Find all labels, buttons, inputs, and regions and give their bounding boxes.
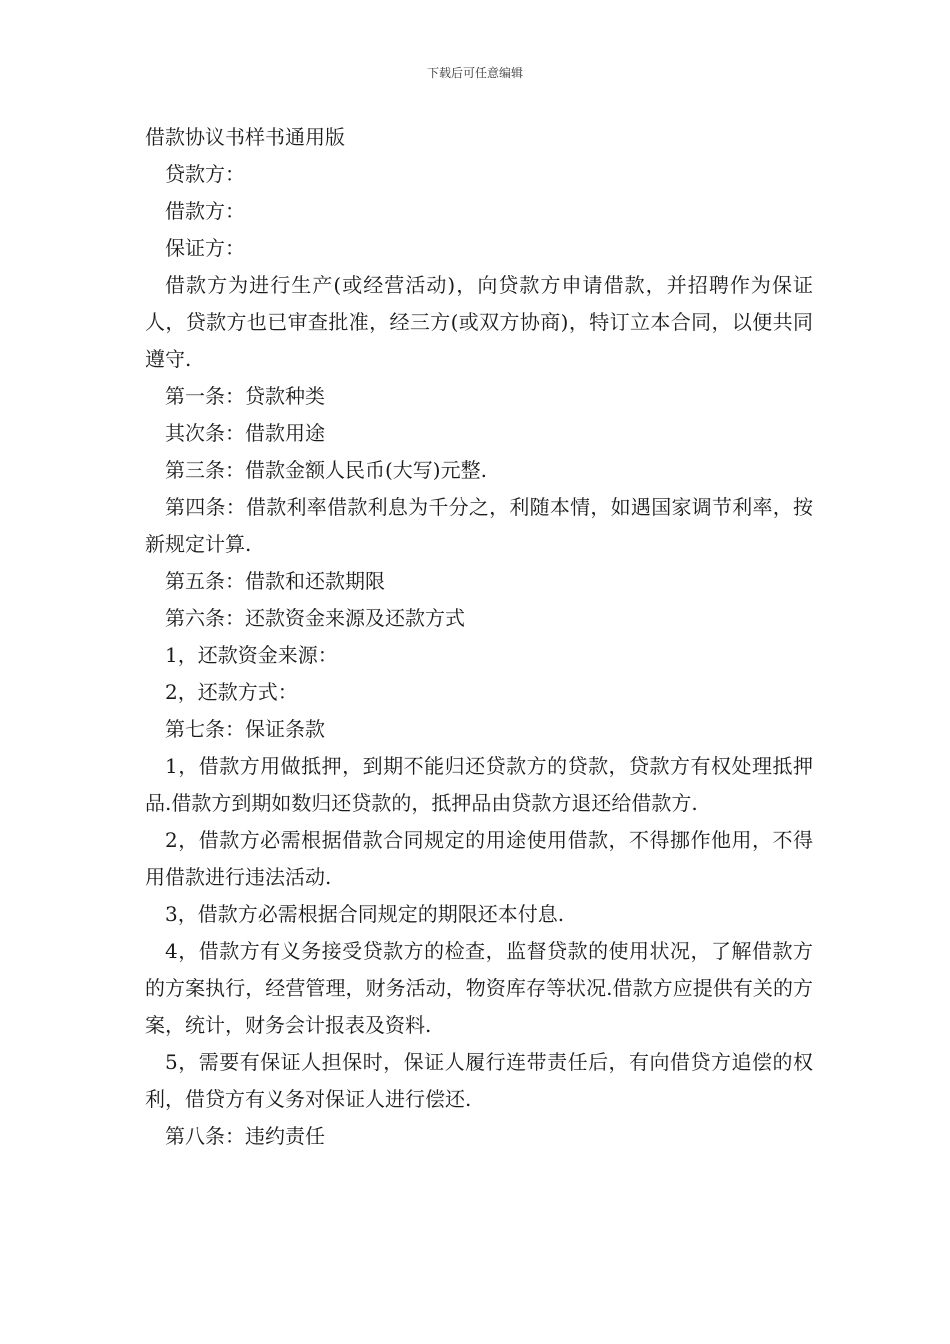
article-6-item-1: 1，还款资金来源： bbox=[165, 643, 338, 667]
article-7-item-4: 4，借款方有义务接受贷款方的检查，监督贷款的使用状况，了解借款方的方案执行，经营管理，财务活动，物资库存等状况.借款方应提供有关的方案，统计，财务会计报表及资料. bbox=[145, 939, 813, 1037]
header-note: 下载后可任意编辑 bbox=[426, 66, 523, 80]
document-body bbox=[145, 119, 813, 1155]
article-7-item-1: 1，借款方用做抵押，到期不能归还贷款方的贷款，贷款方有权处理抵押品.借款方到期如数归还贷款的，抵押品由贷款方退还给借款方. bbox=[145, 754, 813, 815]
article-7: 第七条：保证条款 bbox=[165, 717, 325, 741]
borrower-field: 借款方： bbox=[165, 199, 245, 223]
article-3: 第三条：借款金额人民币(大写)元整. bbox=[165, 458, 487, 482]
article-1: 第一条：贷款种类 bbox=[165, 384, 325, 408]
guarantor-field: 保证方： bbox=[165, 236, 245, 260]
article-7-item-5: 5，需要有保证人担保时，保证人履行连带责任后，有向借贷方追偿的权利，借贷方有义务对保证人进行偿还. bbox=[145, 1050, 813, 1111]
article-7-item-2: 2，借款方必需根据借款合同规定的用途使用借款，不得挪作他用，不得用借款进行违法活动. bbox=[145, 828, 813, 889]
article-7-item-3: 3，借款方必需根据合同规定的期限还本付息. bbox=[165, 902, 565, 926]
article-6: 第六条：还款资金来源及还款方式 bbox=[165, 606, 465, 630]
intro-paragraph: 借款方为进行生产(或经营活动)，向贷款方申请借款，并招聘作为保证人，贷款方也已审查批准，经三方(或双方协商)，特订立本合同，以便共同遵守. bbox=[145, 273, 813, 371]
article-5: 第五条：借款和还款期限 bbox=[165, 569, 385, 593]
article-6-item-2: 2，还款方式： bbox=[165, 680, 298, 704]
article-2: 其次条：借款用途 bbox=[165, 421, 325, 445]
article-4: 第四条：借款利率借款利息为千分之，利随本情，如遇国家调节利率，按新规定计算. bbox=[145, 495, 813, 556]
document-title: 借款协议书样书通用版 bbox=[145, 125, 345, 149]
article-8: 第八条：违约责任 bbox=[165, 1124, 325, 1148]
lender-field: 贷款方： bbox=[165, 162, 245, 186]
